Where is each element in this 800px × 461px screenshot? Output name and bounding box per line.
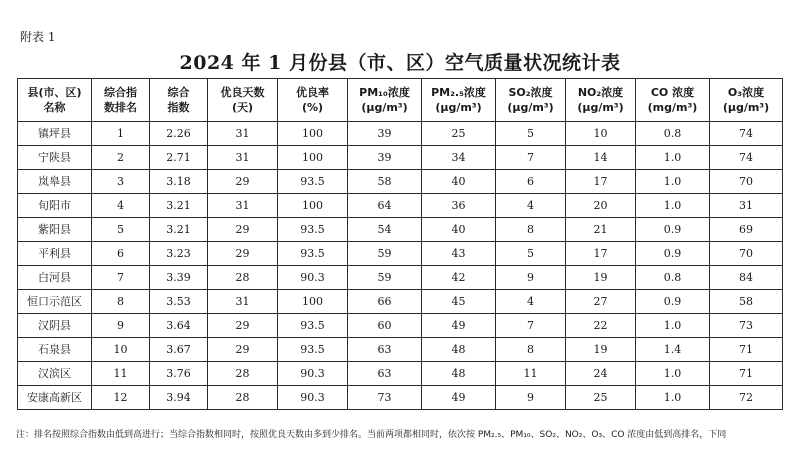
table-cell: 3	[92, 170, 150, 194]
table-cell: 49	[422, 314, 496, 338]
table-cell: 59	[348, 242, 422, 266]
table-cell: 93.5	[278, 314, 348, 338]
header-row	[18, 79, 783, 122]
table-cell: 8	[496, 338, 566, 362]
table-cell: 25	[422, 122, 496, 146]
table-row	[18, 146, 783, 170]
county-name-cell: 紫阳县	[18, 218, 92, 242]
column-header	[208, 79, 278, 122]
table-cell: 14	[566, 146, 636, 170]
table-cell: 3.23	[150, 242, 208, 266]
table-cell: 0.8	[636, 266, 710, 290]
table-cell: 7	[496, 314, 566, 338]
column-header-main: SO₂浓度	[508, 86, 553, 99]
table-cell: 34	[422, 146, 496, 170]
column-header-main: 优良率	[296, 86, 329, 99]
table-row	[18, 242, 783, 266]
column-header	[496, 79, 566, 122]
table-cell: 7	[92, 266, 150, 290]
table-cell: 0.9	[636, 218, 710, 242]
column-header-unit: (μg/m³)	[722, 101, 770, 114]
column-header-main: CO 浓度	[650, 86, 695, 99]
table-row	[18, 170, 783, 194]
column-header-unit: 名称	[43, 101, 66, 114]
table-cell: 9	[496, 266, 566, 290]
column-header-unit: (mg/m³)	[647, 101, 698, 114]
table-cell: 1.0	[636, 170, 710, 194]
table-cell: 2.71	[150, 146, 208, 170]
table-cell: 29	[208, 170, 278, 194]
table-cell: 3.94	[150, 386, 208, 410]
table-cell: 3.67	[150, 338, 208, 362]
table-cell: 69	[710, 218, 783, 242]
table-cell: 5	[496, 122, 566, 146]
table-cell: 4	[92, 194, 150, 218]
table-cell: 45	[422, 290, 496, 314]
column-header-unit: (μg/m³)	[361, 101, 408, 114]
table-cell: 22	[566, 314, 636, 338]
table-header	[18, 79, 783, 122]
table-cell: 1.0	[636, 146, 710, 170]
table-cell: 19	[566, 338, 636, 362]
table-cell: 17	[566, 242, 636, 266]
table-cell: 36	[422, 194, 496, 218]
table-cell: 28	[208, 266, 278, 290]
table-cell: 70	[710, 170, 783, 194]
table-cell: 90.3	[278, 266, 348, 290]
column-header-unit: (%)	[301, 101, 324, 114]
table-cell: 3.39	[150, 266, 208, 290]
table-cell: 4	[496, 194, 566, 218]
table-cell: 5	[92, 218, 150, 242]
column-header	[422, 79, 496, 122]
table-row	[18, 266, 783, 290]
table-cell: 1.0	[636, 314, 710, 338]
table-cell: 25	[566, 386, 636, 410]
table-cell: 63	[348, 338, 422, 362]
table-cell: 74	[710, 146, 783, 170]
table-cell: 58	[710, 290, 783, 314]
table-cell: 31	[208, 146, 278, 170]
table-cell: 63	[348, 362, 422, 386]
table-cell: 11	[496, 362, 566, 386]
column-header-main: 县(市、区)	[27, 86, 82, 99]
table-cell: 93.5	[278, 242, 348, 266]
table-row	[18, 290, 783, 314]
county-name-cell: 安康高新区	[18, 386, 92, 410]
table-cell: 90.3	[278, 386, 348, 410]
table-cell: 84	[710, 266, 783, 290]
column-header	[92, 79, 150, 122]
table-body	[18, 122, 783, 410]
table-row	[18, 338, 783, 362]
table-cell: 11	[92, 362, 150, 386]
table-row	[18, 122, 783, 146]
column-header	[636, 79, 710, 122]
table-cell: 3.18	[150, 170, 208, 194]
column-header	[18, 79, 92, 122]
table-cell: 10	[566, 122, 636, 146]
column-header	[566, 79, 636, 122]
table-cell: 8	[496, 218, 566, 242]
table-cell: 3.53	[150, 290, 208, 314]
table-cell: 39	[348, 122, 422, 146]
table-cell: 49	[422, 386, 496, 410]
table-cell: 3.21	[150, 194, 208, 218]
table-cell: 1.4	[636, 338, 710, 362]
table-cell: 72	[710, 386, 783, 410]
column-header-main: PM₂.₅浓度	[431, 86, 486, 99]
table-row	[18, 218, 783, 242]
county-name-cell: 平利县	[18, 242, 92, 266]
table-cell: 42	[422, 266, 496, 290]
table-cell: 2	[92, 146, 150, 170]
column-header-unit: (天)	[231, 101, 254, 114]
table-cell: 31	[208, 194, 278, 218]
footnote: 注：排名按照综合指数由低到高进行；当综合指数相同时，按照优良天数由多到少排名。当前两项都相同时，依次按 PM₂.₅、PM₁₀、SO₂、NO₂、O₃、CO 浓度由低到高排名，下同	[16, 430, 727, 440]
table-row	[18, 386, 783, 410]
table-row	[18, 194, 783, 218]
column-header-unit: 指数	[167, 101, 190, 114]
column-header-unit: (μg/m³)	[507, 101, 554, 114]
county-name-cell: 石泉县	[18, 338, 92, 362]
table-cell: 3.64	[150, 314, 208, 338]
column-header-main: O₃浓度	[727, 86, 765, 99]
table-cell: 93.5	[278, 338, 348, 362]
table-cell: 54	[348, 218, 422, 242]
table-cell: 31	[208, 290, 278, 314]
county-name-cell: 岚皋县	[18, 170, 92, 194]
table-cell: 29	[208, 314, 278, 338]
table-cell: 48	[422, 362, 496, 386]
table-cell: 100	[278, 146, 348, 170]
table-cell: 59	[348, 266, 422, 290]
column-header-unit: 数排名	[104, 101, 137, 114]
table-cell: 2.26	[150, 122, 208, 146]
county-name-cell: 恒口示范区	[18, 290, 92, 314]
table-cell: 93.5	[278, 170, 348, 194]
column-header	[150, 79, 208, 122]
column-header-main: PM₁₀浓度	[359, 86, 410, 99]
table-cell: 100	[278, 194, 348, 218]
table-cell: 48	[422, 338, 496, 362]
appendix-label: 附表 1	[20, 30, 56, 44]
table-cell: 100	[278, 290, 348, 314]
table-cell: 20	[566, 194, 636, 218]
column-header-unit: (μg/m³)	[577, 101, 624, 114]
table-cell: 71	[710, 338, 783, 362]
table-cell: 58	[348, 170, 422, 194]
table-cell: 0.9	[636, 290, 710, 314]
table-cell: 4	[496, 290, 566, 314]
column-header	[710, 79, 783, 122]
table-cell: 3.76	[150, 362, 208, 386]
table-cell: 12	[92, 386, 150, 410]
table-cell: 29	[208, 338, 278, 362]
table-cell: 7	[496, 146, 566, 170]
column-header-main: 综合	[167, 86, 190, 99]
table-cell: 100	[278, 122, 348, 146]
column-header-unit: (μg/m³)	[435, 101, 482, 114]
column-header	[348, 79, 422, 122]
table-cell: 27	[566, 290, 636, 314]
table-row	[18, 314, 783, 338]
table-cell: 6	[496, 170, 566, 194]
table-cell: 66	[348, 290, 422, 314]
table-cell: 0.8	[636, 122, 710, 146]
table-cell: 21	[566, 218, 636, 242]
table-cell: 43	[422, 242, 496, 266]
table-cell: 28	[208, 362, 278, 386]
table-cell: 3.21	[150, 218, 208, 242]
column-header-main: 优良天数	[220, 86, 265, 99]
table-cell: 74	[710, 122, 783, 146]
table-cell: 60	[348, 314, 422, 338]
county-name-cell: 镇坪县	[18, 122, 92, 146]
table-cell: 90.3	[278, 362, 348, 386]
county-name-cell: 宁陕县	[18, 146, 92, 170]
table-cell: 40	[422, 170, 496, 194]
table-cell: 0.9	[636, 242, 710, 266]
table-cell: 29	[208, 242, 278, 266]
table-cell: 28	[208, 386, 278, 410]
table-row	[18, 362, 783, 386]
table-cell: 1.0	[636, 386, 710, 410]
table-cell: 10	[92, 338, 150, 362]
table-cell: 24	[566, 362, 636, 386]
table-cell: 73	[348, 386, 422, 410]
table-cell: 1.0	[636, 194, 710, 218]
table-cell: 40	[422, 218, 496, 242]
county-name-cell: 汉滨区	[18, 362, 92, 386]
county-name-cell: 旬阳市	[18, 194, 92, 218]
table-cell: 17	[566, 170, 636, 194]
table-cell: 64	[348, 194, 422, 218]
table-cell: 1	[92, 122, 150, 146]
table-cell: 8	[92, 290, 150, 314]
column-header-main: 综合指	[104, 86, 137, 99]
column-header	[278, 79, 348, 122]
table-cell: 71	[710, 362, 783, 386]
table-cell: 5	[496, 242, 566, 266]
table-cell: 39	[348, 146, 422, 170]
table-cell: 6	[92, 242, 150, 266]
table-cell: 9	[92, 314, 150, 338]
table-cell: 31	[710, 194, 783, 218]
table-cell: 73	[710, 314, 783, 338]
table-cell: 70	[710, 242, 783, 266]
table-cell: 93.5	[278, 218, 348, 242]
air-quality-table	[17, 78, 783, 410]
county-name-cell: 白河县	[18, 266, 92, 290]
column-header-main: NO₂浓度	[577, 86, 624, 99]
table-cell: 19	[566, 266, 636, 290]
table-cell: 1.0	[636, 362, 710, 386]
table-cell: 29	[208, 218, 278, 242]
table-cell: 9	[496, 386, 566, 410]
county-name-cell: 汉阴县	[18, 314, 92, 338]
page-title: 2024 年 1 月份县（市、区）空气质量状况统计表	[179, 52, 621, 74]
table-cell: 31	[208, 122, 278, 146]
